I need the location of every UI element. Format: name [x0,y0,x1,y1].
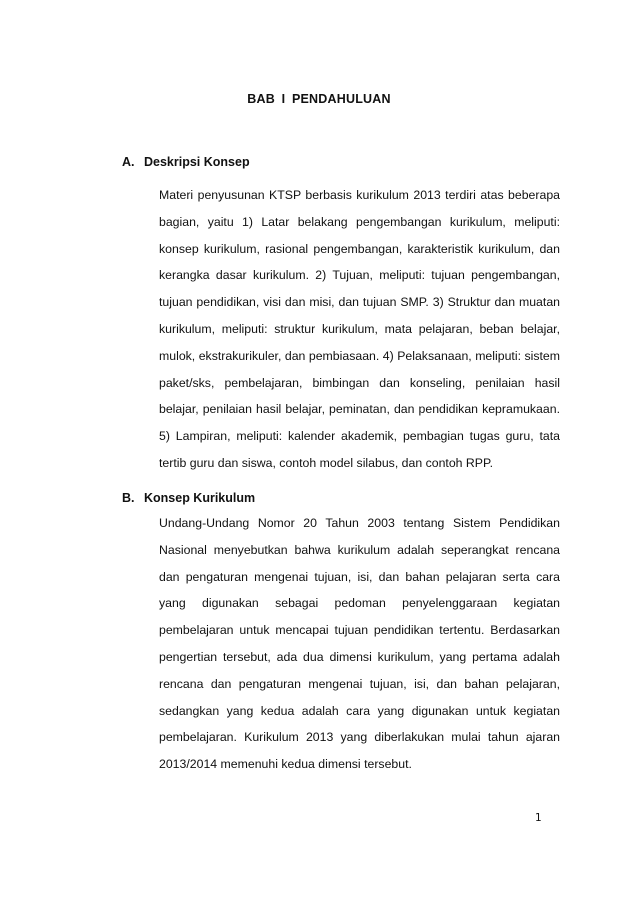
section-paragraph: Materi penyusunan KTSP berbasis kurikulum 2013 terdiri atas beberapa bagian, yaitu 1) Latar belakang pengembangan kurikulum, meliputi: konsep kurikulum, rasional pengembangan, karakteristik kurikulum, dan kerangka dasar kurikulum. 2) Tujuan, meliputi: tujuan pengembangan, tujuan pendidikan, visi dan misi, dan tujuan SMP. 3) Struktur dan muatan kurikulum, meliputi: struktur kurikulum, mata pelajaran, beban belajar, mulok, ekstrakurikuler, dan pembiasaan. 4) Pelaksanaan, meliputi: sistem paket/sks, pembelajaran, bimbingan dan konseling, penilaian hasil belajar, penilaian hasil belajar, peminatan, dan pendidikan kepramukaan. 5) Lampiran, meliputi: kalender akademik, pembagian tugas guru, tata tertib guru dan siswa, contoh model silabus, dan contoh RPP. [159,188,560,470]
section-heading [122,152,562,172]
page-number: 1 [535,812,542,824]
chapter-title: BAB I PENDAHULUAN [247,92,391,106]
section-title: Konsep Kurikulum [144,491,256,505]
section-konsep-kurikulum [122,488,562,778]
section-paragraph: Undang-Undang Nomor 20 Tahun 2003 tentang Sistem Pendidikan Nasional menyebutkan bahwa kurikulum adalah seperangkat rencana dan pengaturan mengenai tujuan, isi, dan bahan pelajaran serta cara yang digunakan sebagai pedoman penyelenggaraan kegiatan pembelajaran untuk mencapai tujuan pendidikan tertentu. Berdasarkan pengertian tersebut, ada dua dimensi kurikulum, yang pertama adalah rencana dan pengaturan mengenai tujuan, isi, dan bahan pelajaran, sedangkan yang kedua adalah cara yang digunakan untuk kegiatan pembelajaran. Kurikulum 2013 yang diberlakukan mulai tahun ajaran 2013/2014 memenuhi kedua dimensi tersebut. [159,516,560,772]
section-letter: B. [122,491,135,505]
section-deskripsi-konsep [122,152,562,477]
section-letter: A. [122,155,135,169]
section-title: Deskripsi Konsep [144,155,250,169]
section-heading [122,488,562,508]
